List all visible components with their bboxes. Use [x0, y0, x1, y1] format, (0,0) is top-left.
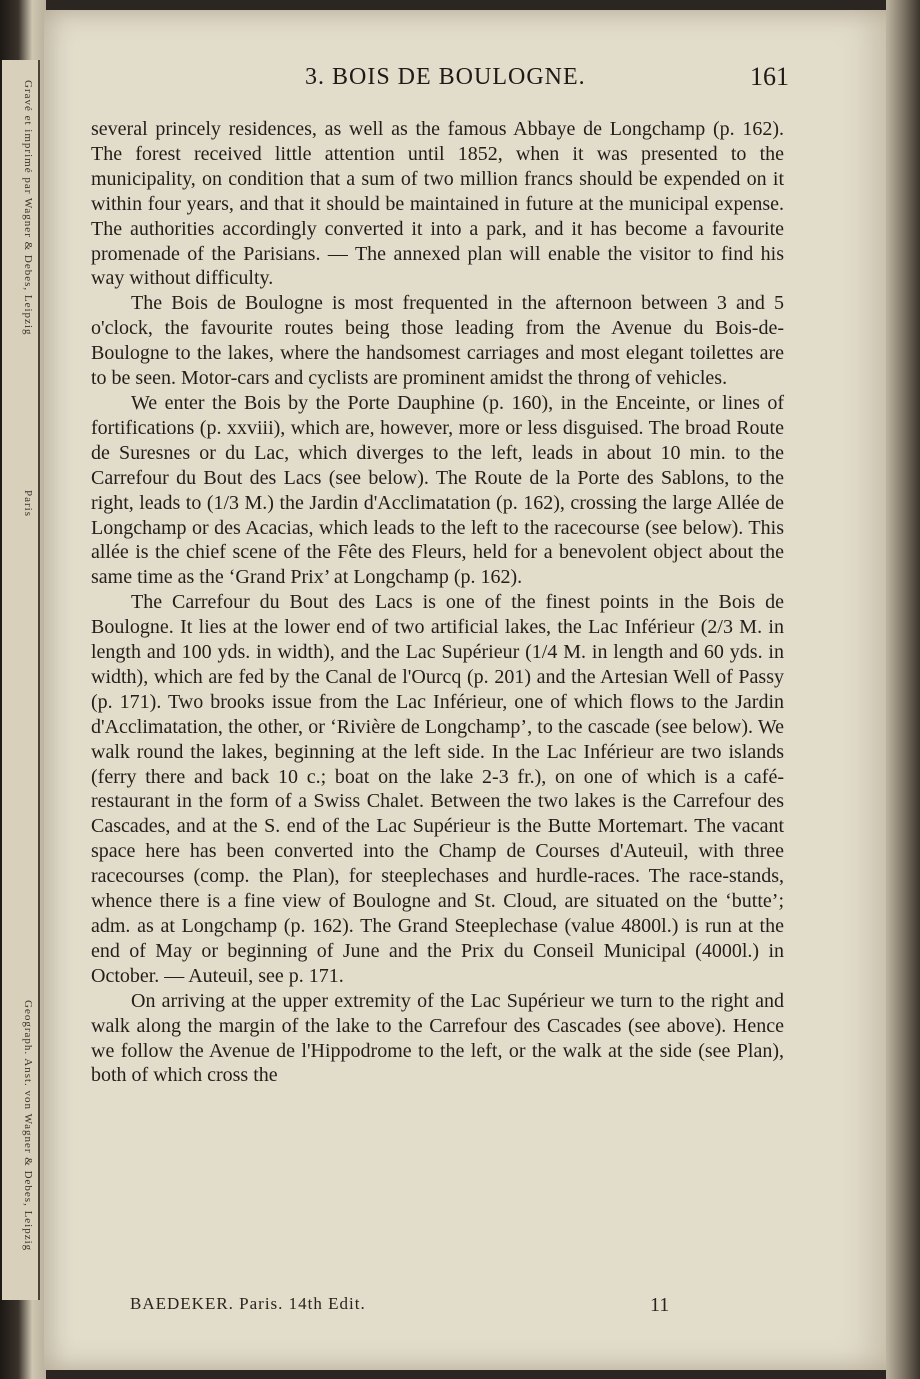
section-title: 3. BOIS DE BOULOGNE.: [305, 64, 586, 90]
page-edges: [886, 0, 920, 1379]
body-text: [91, 117, 784, 1088]
map-imprint-bottom: Geograph. Anst. von Wagner & Debes, Leipzig: [22, 1000, 34, 1252]
page-footer: [130, 1294, 690, 1318]
paragraph: The Carrefour du Bout des Lacs is one of the finest points in the Bois de Boulogne. It lies at the lower end of two artificial lakes, the Lac Inférieur (2/3 M. in length and 100 yds. in width), and the Lac Supérieur (1/4 M. in length and 60 yds. in width), which are fed by the Canal de l'Ourcq (p. 201) and the Artesian Well of Passy (p. 171). Two brooks issue from the Lac Inférieur, one of which flows to the Jardin d'Acclimatation, the other, or ‘Rivière de Longchamp’, to the cascade (see below). We walk round the lakes, beginning at the left side. In the Lac Inférieur are two islands (ferry there and back 10 c.; boat on the lake 2-3 fr.), on one of which is a café-restaurant in the form of a Swiss Chalet. Between the two lakes is the Carrefour des Cascades, and at the S. end of the Lac Supérieur is the Butte Mortemart. The vacant space here has been converted into the Champ de Courses d'Auteuil, with three racecourses (comp. the Plan), for steeplechases and hurdle-races. The race-stands, whence there is a fine view of Boulogne and St. Cloud, are situated on the ‘butte’; adm. as at Longchamp (p. 162). The Grand Steeplechase (value 4800l.) is run at the end of May or beginning of June and the Prix du Conseil Municipal (4000l.) in October. — Auteuil, see p. 171.: [91, 591, 784, 987]
folded-map-edge: [2, 60, 40, 1300]
page-number: 161: [750, 62, 789, 91]
signature-mark: 11: [650, 1294, 670, 1316]
footer-imprint: BAEDEKER. Paris. 14th Edit.: [130, 1294, 366, 1313]
paragraph: We enter the Bois by the Porte Dauphine (p. 160), in the Enceinte, or lines of fortifications (p. xxviii), which are, however, more or less disguised. The broad Route de Suresnes or du Lac, which diverges to the left, leads in about 10 min. to the Carrefour du Bout des Lacs (see below). The Route de la Porte des Sablons, to the right, leads to (1/3 M.) the Jardin d'Acclimatation (p. 162), crossing the large Allée de Longchamp or des Acacias, which leads to the left to the racecourse (see below). This allée is the chief scene of the Fête des Fleurs, held for a benevolent object about the same time as the ‘Grand Prix’ at Longchamp (p. 162).: [91, 391, 784, 589]
map-label-paris: Paris: [22, 490, 34, 517]
paragraph: several princely residences, as well as the famous Abbaye de Longchamp (p. 162). The forest received little attention until 1852, when it was presented to the municipality, on condition that a sum of two million francs should be expended on it within four years, and that it should be maintained in future at the municipal expense. The authorities accordingly converted it into a park, and it has become a favourite promenade of the Parisians. — The annexed plan will enable the visitor to find his way without difficulty.: [91, 118, 784, 290]
paragraph: On arriving at the upper extremity of the Lac Supérieur we turn to the right and walk along the margin of the lake to the Carrefour des Cascades (see above). Hence we follow the Avenue de l'Hippodrome to the left, or the walk at the side (see Plan), both of which cross the: [91, 989, 784, 1087]
running-header: [255, 64, 795, 98]
map-imprint-top: Gravé et imprimé par Wagner & Debes, Leipzig: [22, 80, 34, 336]
paragraph: The Bois de Boulogne is most frequented in the afternoon between 3 and 5 o'clock, the favourite routes being those leading from the Avenue du Bois-de-Boulogne to the lakes, where the handsomest carriages and most elegant toilettes are to be seen. Motor-cars and cyclists are prominent amidst the throng of vehicles.: [91, 292, 784, 390]
